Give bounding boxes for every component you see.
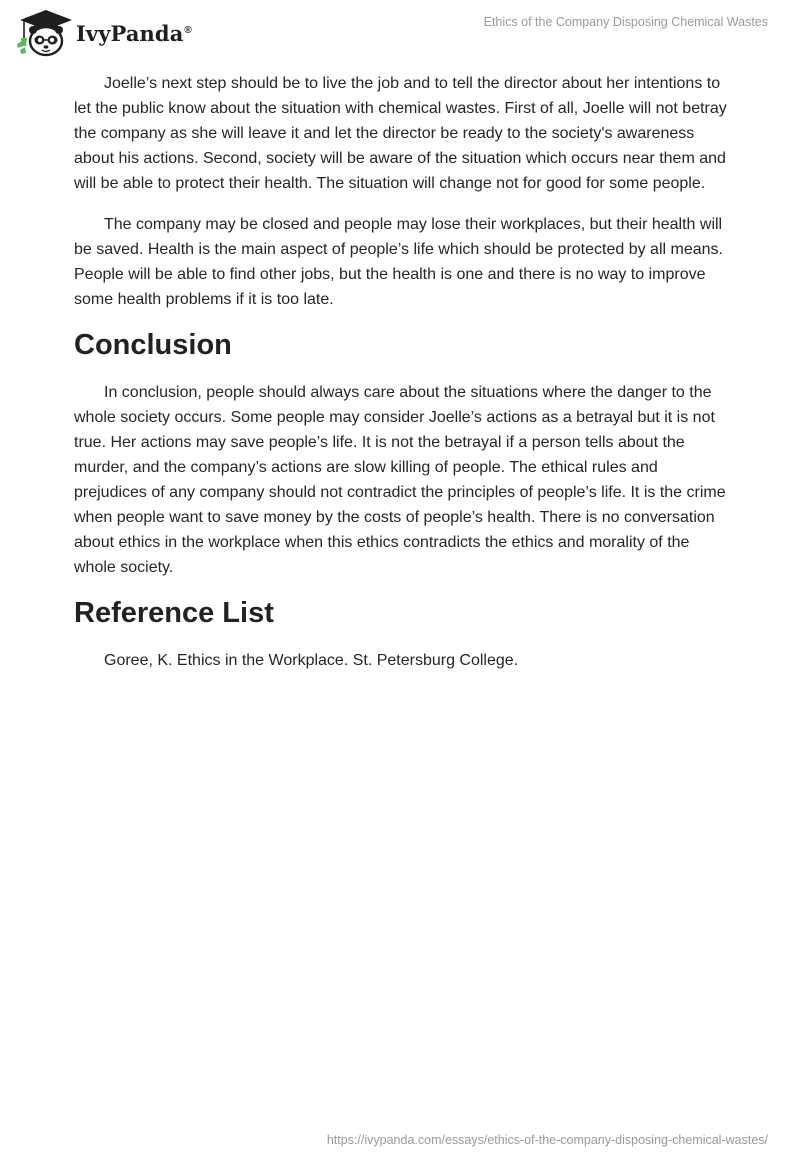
brand-name-text: IvyPanda [76,20,184,46]
panda-graduate-icon [14,8,72,58]
essay-content [74,71,734,689]
registered-mark: ® [184,24,192,36]
conclusion-heading: Conclusion [74,329,232,361]
body-paragraph: The company may be closed and people may lose their workplaces, but their health will be saved. Health is the main aspect of people’s life which should be protected by all means. People will be able to find other jobs, but the health is one and there is no way to improve some health problems if it is too late. [74,216,723,308]
body-paragraph: Joelle’s next step should be to live the job and to tell the director about her intentions to let the public know about the situation with chemical wastes. First of all, Joelle will not betray the company as she will leave it and let the director be ready to the society's awareness about his actions. Second, society will be aware of the situation which occurs near them and will be able to protect their health. The situation will change not for good for some people. [74,75,727,192]
reference-list-heading: Reference List [74,597,274,629]
reference-item: Goree, K. Ethics in the Workplace. St. Petersburg College. [104,652,519,669]
page-header [0,0,800,70]
conclusion-paragraph: In conclusion, people should always care about the situations where the danger to the whole society occurs. Some people may consider Joelle’s actions as a betrayal but it is not true. Her actions may save people’s life. It is not the betrayal if a person tells about the murder, and the company’s actions are slow killing of people. The ethical rules and prejudices of any company should not contradict the principles of people’s life. It is the crime when people want to save money by the costs of people’s health. There is no conversation about ethics in the workplace when this ethics contradicts the ethics and morality of the whole society. [74,384,726,576]
source-url[interactable]: https://ivypanda.com/essays/ethics-of-the-company-disposing-chemical-wastes/ [326,1133,768,1147]
ivypanda-logo[interactable] [14,8,192,58]
brand-name [76,21,192,46]
document-title: Ethics of the Company Disposing Chemical Wastes [483,15,768,29]
